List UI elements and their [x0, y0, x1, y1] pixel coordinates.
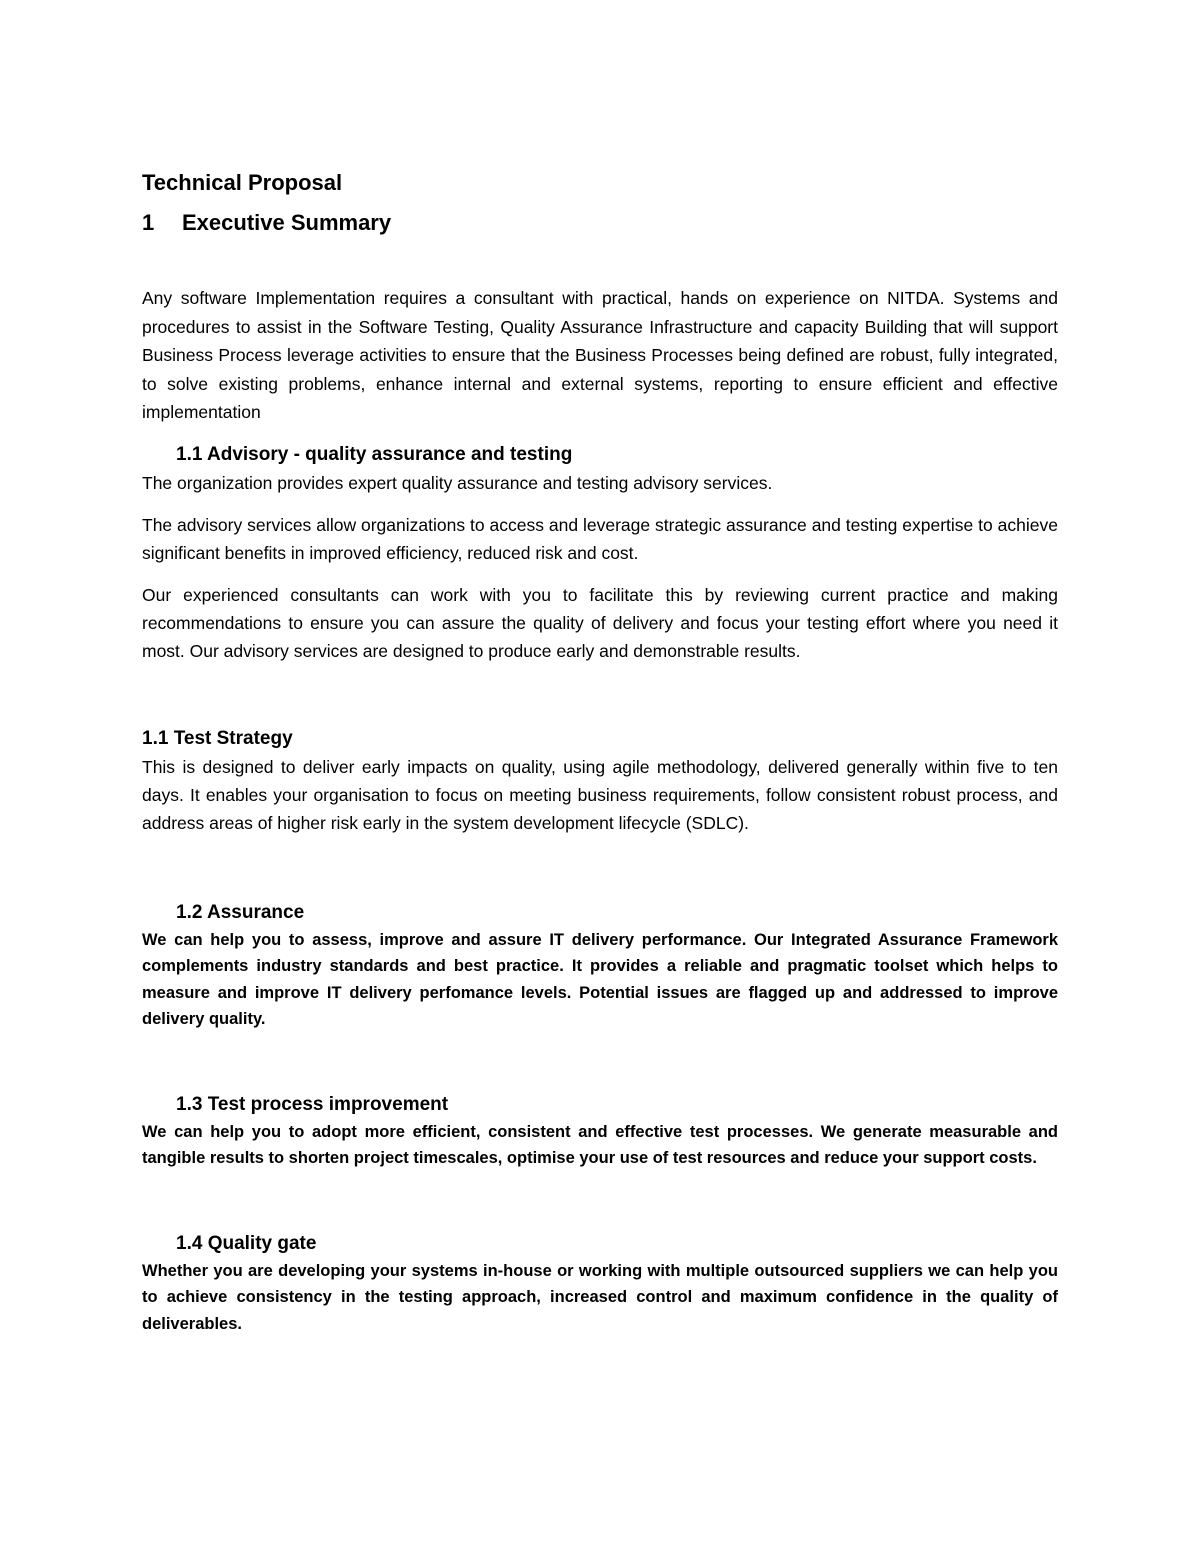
- advisory-heading: 1.1 Advisory - quality assurance and testing: [176, 443, 573, 465]
- quality-gate-paragraph: Whether you are developing your systems in-house or working with multiple outsourced suppliers we can help you to achieve consistency in the testing approach, increased control and maximum confidence in the quality of deliverables.: [142, 1261, 1058, 1333]
- assurance-paragraph: We can help you to assess, improve and assure IT delivery performance. Our Integrated Assurance Framework complements industry standards and best practice. It provides a reliable and pragmatic toolset which helps to measure and improve IT delivery perfomance levels. Potential issues are flagged up and addressed to improve delivery quality.: [142, 930, 1058, 1028]
- executive-summary-paragraph: Any software Implementation requires a consultant with practical, hands on experience on NITDA. Systems and procedures to assist in the Software Testing, Quality Assurance Infrastructure and capacity Building that will support Business Process leverage activities to ensure that the Business Processes being defined are robust, fully integrated, to solve existing problems, enhance internal and external systems, reporting to ensure efficient and effective implementation: [142, 288, 1058, 422]
- section-title: Executive Summary: [182, 210, 392, 235]
- test-process-heading: 1.3 Test process improvement: [176, 1093, 449, 1115]
- document-title: Technical Proposal: [142, 170, 343, 195]
- document-page: [142, 168, 1058, 1337]
- section-number: 1: [142, 210, 155, 235]
- advisory-paragraph-2: The advisory services allow organizations to access and leverage strategic assurance and testing expertise to achieve significant benefits in improved efficiency, reduced risk and cost.: [142, 514, 1058, 563]
- quality-gate-heading: 1.4 Quality gate: [176, 1232, 317, 1254]
- advisory-paragraph-1: The organization provides expert quality assurance and testing advisory services.: [142, 472, 773, 493]
- advisory-paragraph-3: Our experienced consultants can work with you to facilitate this by reviewing current practice and making recommendations to ensure you can assure the quality of delivery and focus your testing effort where you need it most. Our advisory services are designed to produce early and demonstrable results.: [142, 584, 1058, 661]
- test-strategy-paragraph: This is designed to deliver early impacts on quality, using agile methodology, delivered generally within five to ten days. It enables your organisation to focus on meeting business requirements, follow consistent robust process, and address areas of higher risk early in the system development lifecycle (SDLC).: [142, 756, 1058, 833]
- test-strategy-heading: 1.1 Test Strategy: [142, 727, 293, 749]
- assurance-heading: 1.2 Assurance: [176, 901, 305, 923]
- section-heading-executive-summary: [142, 208, 1058, 238]
- test-process-paragraph: We can help you to adopt more efficient, consistent and effective test processes. We generate measurable and tangible results to shorten project timescales, optimise your use of test resources and reduce your support costs.: [142, 1122, 1058, 1167]
